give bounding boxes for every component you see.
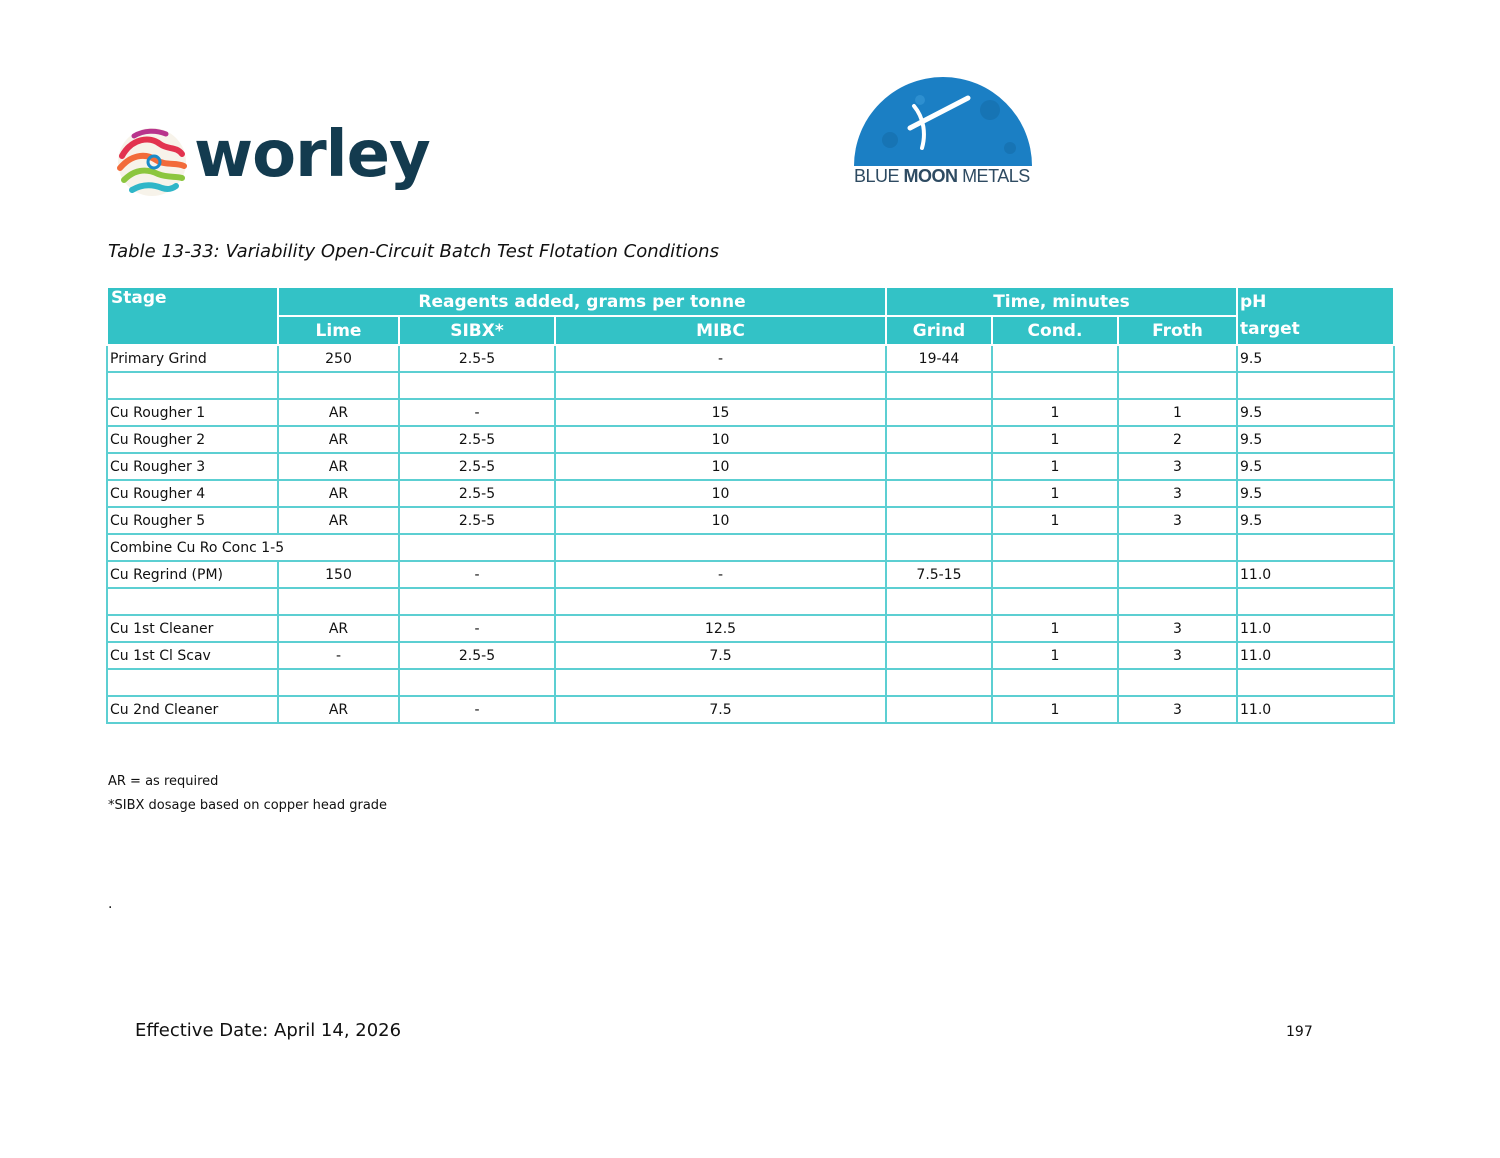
cell-stage: Cu 1st Cl Scav bbox=[107, 642, 278, 669]
cell-sibx: - bbox=[399, 399, 555, 426]
cell-ph bbox=[1237, 534, 1394, 561]
cell-ph: 11.0 bbox=[1237, 696, 1394, 723]
table-row bbox=[107, 669, 1394, 696]
cell-froth bbox=[1118, 345, 1237, 372]
cell-froth bbox=[1118, 372, 1237, 399]
cell-sibx: 2.5-5 bbox=[399, 426, 555, 453]
cell-grind: 7.5-15 bbox=[886, 561, 992, 588]
cell-ph bbox=[1237, 372, 1394, 399]
cell-sibx: 2.5-5 bbox=[399, 480, 555, 507]
cell-cond bbox=[992, 534, 1118, 561]
table-row bbox=[107, 372, 1394, 399]
header-time: Time, minutes bbox=[886, 287, 1237, 316]
table-row bbox=[107, 345, 1394, 372]
header-grind: Grind bbox=[886, 316, 992, 345]
cell-sibx: 2.5-5 bbox=[399, 642, 555, 669]
cell-ph: 9.5 bbox=[1237, 507, 1394, 534]
cell-stage bbox=[107, 669, 278, 696]
cell-froth: 3 bbox=[1118, 507, 1237, 534]
cell-sibx: - bbox=[399, 615, 555, 642]
table-row bbox=[107, 588, 1394, 615]
worley-logo bbox=[116, 118, 430, 202]
blue-moon-metals-wordmark: BLUE MOON METALS bbox=[854, 166, 1030, 186]
cell-grind bbox=[886, 588, 992, 615]
cell-mibc bbox=[555, 534, 886, 561]
header-sibx: SIBX* bbox=[399, 316, 555, 345]
cell-lime: AR bbox=[278, 480, 399, 507]
cell-mibc: 7.5 bbox=[555, 696, 886, 723]
cell-mibc: 15 bbox=[555, 399, 886, 426]
cell-mibc bbox=[555, 669, 886, 696]
cell-sibx bbox=[399, 372, 555, 399]
table-subheader-row bbox=[107, 316, 1394, 345]
cell-mibc: - bbox=[555, 345, 886, 372]
cell-stage: Cu Rougher 1 bbox=[107, 399, 278, 426]
header-lime: Lime bbox=[278, 316, 399, 345]
page-number: 197 bbox=[1286, 1024, 1313, 1040]
cell-grind bbox=[886, 696, 992, 723]
table-header-row bbox=[107, 287, 1394, 316]
cell-ph: 9.5 bbox=[1237, 345, 1394, 372]
cell-ph: 9.5 bbox=[1237, 453, 1394, 480]
cell-sibx bbox=[399, 588, 555, 615]
cell-sibx: 2.5-5 bbox=[399, 453, 555, 480]
table-row bbox=[107, 642, 1394, 669]
cell-sibx: 2.5-5 bbox=[399, 345, 555, 372]
cell-froth: 3 bbox=[1118, 453, 1237, 480]
header-cond: Cond. bbox=[992, 316, 1118, 345]
cell-cond: 1 bbox=[992, 480, 1118, 507]
cell-grind bbox=[886, 480, 992, 507]
cell-stage: Cu Rougher 5 bbox=[107, 507, 278, 534]
cell-ph bbox=[1237, 588, 1394, 615]
cell-sibx bbox=[399, 669, 555, 696]
cell-lime: - bbox=[278, 642, 399, 669]
cell-cond: 1 bbox=[992, 507, 1118, 534]
cell-grind bbox=[886, 453, 992, 480]
cell-mibc: 12.5 bbox=[555, 615, 886, 642]
cell-froth: 3 bbox=[1118, 615, 1237, 642]
cell-sibx bbox=[399, 534, 555, 561]
table-row bbox=[107, 561, 1394, 588]
cell-froth: 3 bbox=[1118, 642, 1237, 669]
cell-ph: 9.5 bbox=[1237, 480, 1394, 507]
cell-sibx: 2.5-5 bbox=[399, 507, 555, 534]
table-caption: Table 13-33: Variability Open-Circuit Batch Test Flotation Conditions bbox=[108, 241, 719, 262]
cell-ph: 9.5 bbox=[1237, 399, 1394, 426]
flotation-conditions-table bbox=[106, 286, 1395, 724]
cell-mibc: 10 bbox=[555, 480, 886, 507]
cell-froth bbox=[1118, 669, 1237, 696]
cell-grind bbox=[886, 615, 992, 642]
cell-grind bbox=[886, 642, 992, 669]
cell-mibc: 7.5 bbox=[555, 642, 886, 669]
cell-cond: 1 bbox=[992, 399, 1118, 426]
cell-stage: Cu Rougher 4 bbox=[107, 480, 278, 507]
effective-date: Effective Date: April 14, 2026 bbox=[135, 1020, 402, 1041]
cell-lime: 250 bbox=[278, 345, 399, 372]
cell-grind bbox=[886, 372, 992, 399]
cell-stage: Cu Regrind (PM) bbox=[107, 561, 278, 588]
cell-mibc: - bbox=[555, 561, 886, 588]
cell-grind bbox=[886, 399, 992, 426]
footnote-ar: AR = as required bbox=[108, 774, 219, 789]
cell-cond: 1 bbox=[992, 615, 1118, 642]
cell-ph: 9.5 bbox=[1237, 426, 1394, 453]
cell-cond bbox=[992, 588, 1118, 615]
cell-grind bbox=[886, 669, 992, 696]
header-reagents: Reagents added, grams per tonne bbox=[278, 287, 886, 316]
cell-stage: Cu 2nd Cleaner bbox=[107, 696, 278, 723]
header-mibc: MIBC bbox=[555, 316, 886, 345]
cell-grind: 19-44 bbox=[886, 345, 992, 372]
cell-mibc: 10 bbox=[555, 426, 886, 453]
cell-cond: 1 bbox=[992, 642, 1118, 669]
table-row bbox=[107, 426, 1394, 453]
cell-sibx: - bbox=[399, 561, 555, 588]
cell-cond bbox=[992, 372, 1118, 399]
footnote-sibx: *SIBX dosage based on copper head grade bbox=[108, 798, 388, 813]
cell-grind bbox=[886, 534, 992, 561]
cell-froth: 3 bbox=[1118, 480, 1237, 507]
cell-cond bbox=[992, 561, 1118, 588]
cell-stage bbox=[107, 588, 278, 615]
cell-ph: 11.0 bbox=[1237, 561, 1394, 588]
cell-cond: 1 bbox=[992, 426, 1118, 453]
worley-swirl-icon bbox=[116, 126, 188, 198]
worley-wordmark: worley bbox=[194, 118, 430, 192]
cell-lime: AR bbox=[278, 507, 399, 534]
cell-stage: Cu 1st Cleaner bbox=[107, 615, 278, 642]
cell-froth: 2 bbox=[1118, 426, 1237, 453]
cell-grind bbox=[886, 507, 992, 534]
moon-pickaxe-icon bbox=[850, 70, 1036, 166]
table-row bbox=[107, 453, 1394, 480]
cell-lime: AR bbox=[278, 453, 399, 480]
cell-cond bbox=[992, 345, 1118, 372]
cell-sibx: - bbox=[399, 696, 555, 723]
cell-cond: 1 bbox=[992, 453, 1118, 480]
cell-froth: 1 bbox=[1118, 399, 1237, 426]
cell-froth bbox=[1118, 588, 1237, 615]
header-froth: Froth bbox=[1118, 316, 1237, 345]
cell-stage: Cu Rougher 3 bbox=[107, 453, 278, 480]
cell-grind bbox=[886, 426, 992, 453]
cell-lime: AR bbox=[278, 696, 399, 723]
cell-froth: 3 bbox=[1118, 696, 1237, 723]
cell-lime: AR bbox=[278, 426, 399, 453]
cell-froth bbox=[1118, 561, 1237, 588]
table-row bbox=[107, 534, 1394, 561]
table-row bbox=[107, 399, 1394, 426]
cell-mibc: 10 bbox=[555, 453, 886, 480]
cell-cond: 1 bbox=[992, 696, 1118, 723]
header-stage: Stage bbox=[107, 287, 278, 345]
cell-ph bbox=[1237, 669, 1394, 696]
cell-lime bbox=[278, 588, 399, 615]
cell-mibc bbox=[555, 588, 886, 615]
cell-lime: AR bbox=[278, 615, 399, 642]
cell-stage: Combine Cu Ro Conc 1-5 bbox=[107, 534, 399, 561]
blue-moon-metals-logo bbox=[848, 70, 1038, 192]
table-row bbox=[107, 480, 1394, 507]
cell-stage: Cu Rougher 2 bbox=[107, 426, 278, 453]
cell-lime: 150 bbox=[278, 561, 399, 588]
cell-stage bbox=[107, 372, 278, 399]
cell-cond bbox=[992, 669, 1118, 696]
cell-mibc bbox=[555, 372, 886, 399]
table-row bbox=[107, 696, 1394, 723]
cell-lime: AR bbox=[278, 399, 399, 426]
cell-froth bbox=[1118, 534, 1237, 561]
cell-ph: 11.0 bbox=[1237, 615, 1394, 642]
table-row bbox=[107, 615, 1394, 642]
cell-ph: 11.0 bbox=[1237, 642, 1394, 669]
cell-mibc: 10 bbox=[555, 507, 886, 534]
table-row bbox=[107, 507, 1394, 534]
cell-lime bbox=[278, 669, 399, 696]
stray-mark: . bbox=[108, 896, 113, 912]
cell-stage: Primary Grind bbox=[107, 345, 278, 372]
header-ph-target: pH target bbox=[1237, 287, 1394, 345]
cell-lime bbox=[278, 372, 399, 399]
